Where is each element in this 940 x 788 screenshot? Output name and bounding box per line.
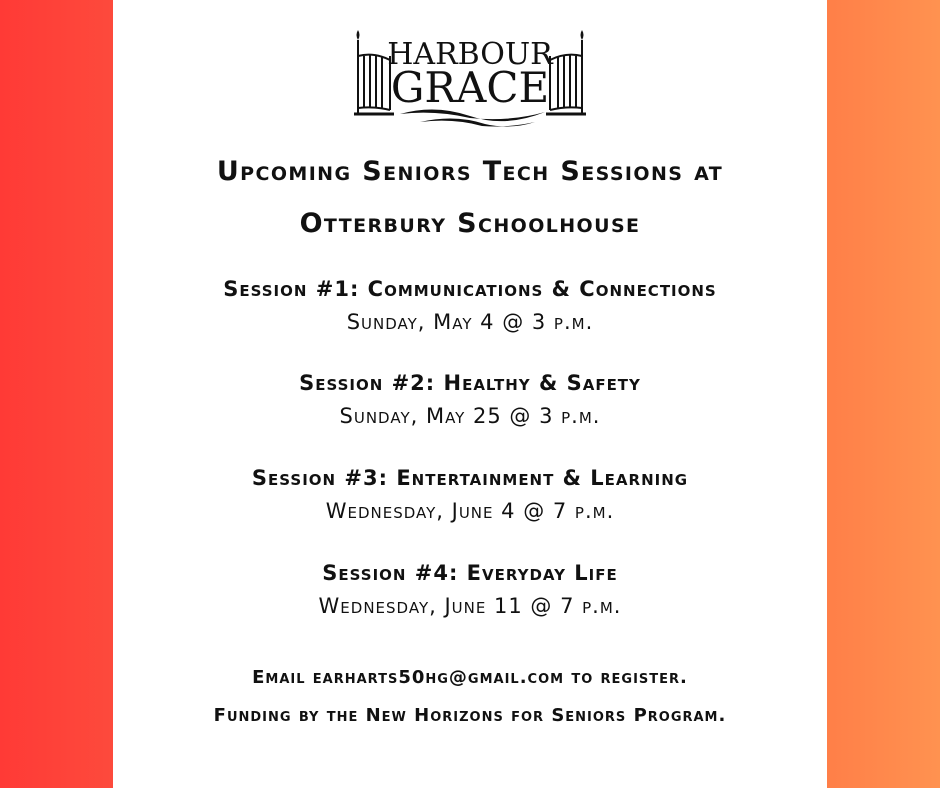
session-2-name: Session #2: Healthy & Safety	[299, 371, 641, 395]
title-line-1: Upcoming Seniors Tech Sessions at	[216, 156, 724, 187]
session-3	[113, 465, 827, 525]
left-color-band	[0, 0, 113, 788]
logo-line-2: GRACE	[390, 63, 550, 112]
session-4	[113, 560, 827, 620]
title-line-2: Otterbury Schoolhouse	[299, 208, 641, 239]
harbour-grace-logo	[350, 26, 590, 130]
session-3-name: Session #3: Entertainment & Learning	[251, 466, 689, 490]
session-1-date: Sunday, May 4 @ 3 p.m.	[346, 310, 594, 334]
session-3-date: Wednesday, June 4 @ 7 p.m.	[325, 499, 615, 523]
session-2-date: Sunday, May 25 @ 3 p.m.	[339, 404, 601, 428]
logo-line-1: HARBOUR	[387, 37, 553, 72]
funding-text: Funding by the New Horizons for Seniors Program.	[213, 705, 727, 726]
right-color-band	[827, 0, 940, 788]
register-email-text: Email earharts50hg@gmail.com to register.	[252, 667, 688, 688]
session-1-name: Session #1: Communications & Connections	[223, 277, 717, 301]
session-4-name: Session #4: Everyday Life	[322, 561, 618, 585]
session-1	[113, 276, 827, 336]
session-4-date: Wednesday, June 11 @ 7 p.m.	[318, 594, 622, 618]
session-2	[113, 370, 827, 430]
